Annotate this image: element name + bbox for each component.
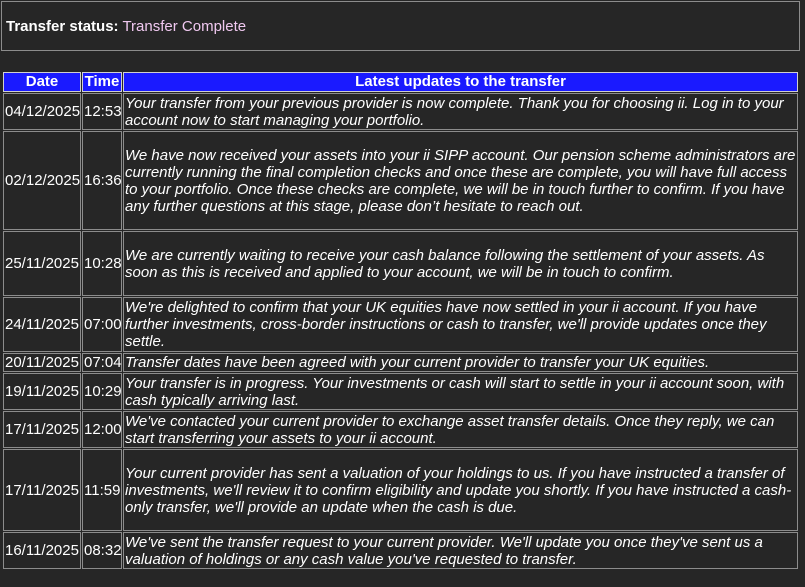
transfer-updates-table: [2, 71, 799, 570]
table-row: [3, 131, 798, 230]
transfer-status-panel: [1, 1, 800, 51]
row-update-text: Your current provider has sent a valuation of your holdings to us. If you have instructed a transfer of investments, we'll review it to confirm eligibility and update you shortly. If you have instructed a cash-only transfer, we'll provide an update when the cash is due.: [123, 449, 798, 531]
table-row: [3, 93, 798, 130]
row-date: 02/12/2025: [3, 131, 81, 230]
table-row: [3, 373, 798, 410]
table-row: [3, 532, 798, 569]
row-update-text: Your transfer from your previous provider is now complete. Thank you for choosing ii. Log in to your account now to start managing your portfolio.: [123, 93, 798, 130]
row-time: 10:29: [82, 373, 122, 410]
row-time: 11:59: [82, 449, 122, 531]
row-time: 12:00: [82, 411, 122, 448]
table-row: [3, 449, 798, 531]
row-update-text: We have now received your assets into your ii SIPP account. Our pension scheme administrators are currently running the final completion checks and once these are complete, you will have full access to your portfolio. Once these checks are complete, we will be in touch further to confirm. If you have any further questions at this stage, please don’t hesitate to reach out.: [123, 131, 798, 230]
row-update-text: We've contacted your current provider to exchange asset transfer details. Once they reply, we can start transferring your assets to your ii account.: [123, 411, 798, 448]
row-date: 19/11/2025: [3, 373, 81, 410]
row-date: 17/11/2025: [3, 411, 81, 448]
row-update-text: Transfer dates have been agreed with your current provider to transfer your UK equities.: [123, 353, 798, 372]
column-header-date: Date: [3, 72, 81, 92]
table-header-row: [3, 72, 798, 92]
table-row: [3, 297, 798, 352]
row-date: 20/11/2025: [3, 353, 81, 372]
row-update-text: We are currently waiting to receive your cash balance following the settlement of your assets. As soon as this is received and applied to your account, we will be in touch to confirm.: [123, 231, 798, 296]
transfer-status-label: Transfer status:: [6, 18, 119, 35]
transfer-status-line: [6, 18, 246, 36]
row-time: 07:04: [84, 354, 122, 371]
row-date: 25/11/2025: [3, 231, 81, 296]
row-date: 24/11/2025: [3, 297, 81, 352]
row-update-text: Your transfer is in progress. Your investments or cash will start to settle in your ii account soon, with cash typically arriving last.: [123, 373, 798, 410]
table-row: [3, 231, 798, 296]
transfer-status-value: Transfer Complete: [122, 18, 247, 35]
row-time: 07:00: [82, 297, 122, 352]
row-update-text: We've sent the transfer request to your current provider. We'll update you once they've sent us a valuation of holdings or any cash value you've requested to transfer.: [123, 532, 798, 569]
row-time: 16:36: [82, 131, 122, 230]
column-header-time: Time: [82, 72, 122, 92]
column-header-updates: Latest updates to the transfer: [123, 72, 798, 92]
row-time: 08:32: [82, 532, 122, 569]
row-time: 12:53: [82, 93, 122, 130]
row-date: 16/11/2025: [3, 532, 81, 569]
row-date: 17/11/2025: [3, 449, 81, 531]
row-update-text: We're delighted to confirm that your UK equities have now settled in your ii account. If you have further investments, cross-border instructions or cash to transfer, we'll provide updates once they settle.: [123, 297, 798, 352]
table-row: [3, 411, 798, 448]
row-date: 04/12/2025: [3, 93, 81, 130]
table-row: [3, 353, 798, 372]
row-time: 10:28: [82, 231, 122, 296]
